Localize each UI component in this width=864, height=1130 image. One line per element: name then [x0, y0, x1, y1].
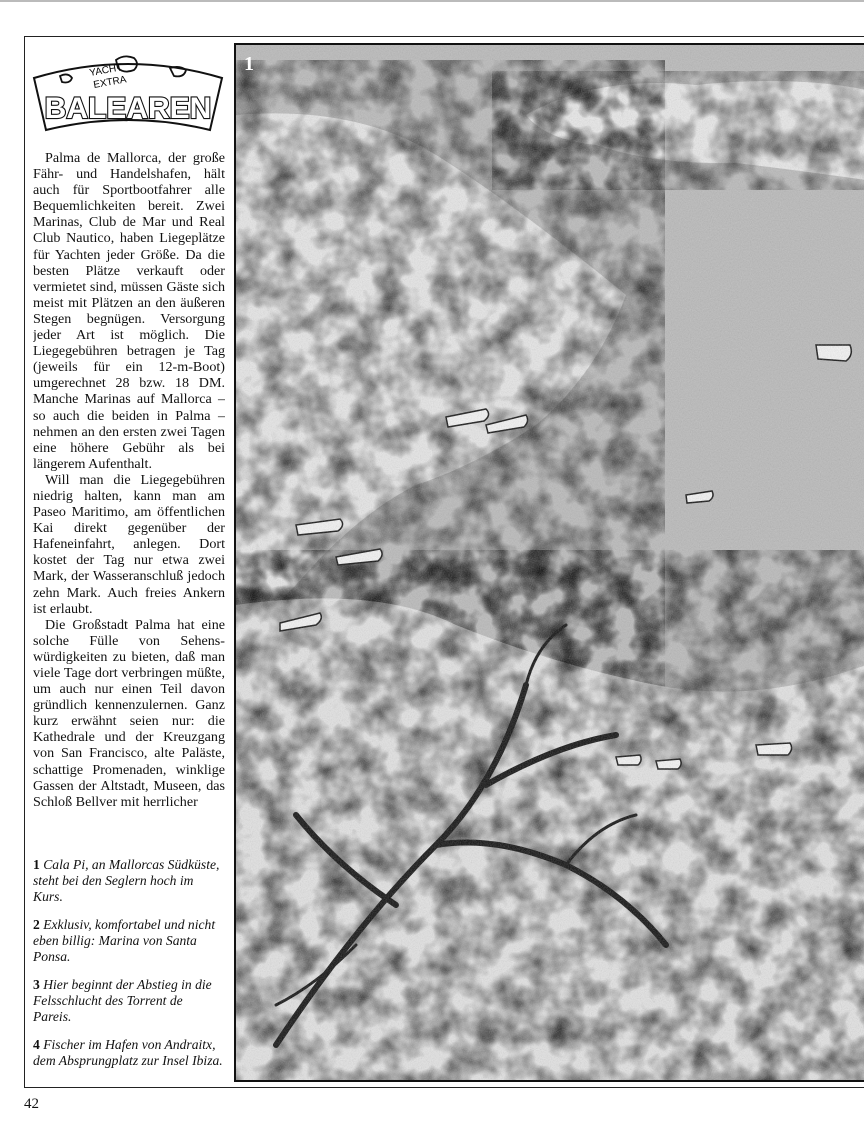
caption-3	[33, 977, 223, 1025]
caption-number: 4	[33, 1037, 40, 1052]
top-rule	[0, 0, 864, 2]
article-paragraph-2: Will man die Liegegebühren niedrig halten, kann man am Paseo Maritimo, am öffentlichen Kai direkt gegenüber der Hafeneinfahrt, anlegen. Dort kostet der Tag nur etwa zwei Mark, der Wasseranschluß jedoch zehn Mark. Auch freies Ankern ist erlaubt.	[33, 471, 225, 617]
caption-2	[33, 917, 223, 965]
caption-number: 1	[33, 857, 40, 872]
photo-illustration	[236, 45, 864, 1080]
page-number: 42	[24, 1096, 39, 1112]
photo-number: 1	[244, 53, 254, 75]
article-column	[33, 150, 225, 830]
caption-text: Fischer im Hafen von Andraitx, dem Absprungplatz zur Insel Ibiza.	[33, 1037, 223, 1068]
article-paragraph-1: Palma de Mallorca, der große Fähr- und Handelshafen, hält auch für Sportbootfahrer alle Bequemlichkeiten bereit. Zwei Marinas, Club de Mar und Real Club Nautico, haben Liegeplätze für Yachten jeder Größe. Da die besten Plätze verkauft oder vermietet sind, müssen Gäste sich meist mit Plätzen an den äußeren Stegen begnügen. Versorgung jeder Art ist möglich. Die Liegegebühren betragen je Tag (jeweils für ein 12-m-Boot) umgerechnet 28 bzw. 18 DM. Manche Marinas auf Mallorca – so auch die beiden in Palma – nehmen an den ersten zwei Tagen eine höhere Gebühr als bei längerem Aufenthalt.	[33, 150, 225, 472]
caption-number: 3	[33, 977, 40, 992]
caption-4	[33, 1037, 223, 1069]
logo-line2: EXTRA	[92, 74, 128, 91]
caption-1	[33, 857, 223, 905]
caption-text: Hier beginnt der Abstieg in die Felsschlucht des Torrent de Pareis.	[33, 977, 212, 1024]
caption-text: Exklusiv, komfortabel und nicht eben billig: Marina von Santa Ponsa.	[33, 917, 216, 964]
caption-text: Cala Pi, an Mallorcas Südküste, steht bei den Seglern hoch im Kurs.	[33, 857, 220, 904]
yacht-extra-balearen-logo	[30, 48, 226, 136]
article-paragraph-3: Die Großstadt Palma hat eine solche Fülle von Sehenswürdigkeiten zu bieten, daß man viele Tage dort verbringen müßte, um auch nur einen Teil davon gründlich kennenzulernen. Ganz kurz erwähnt seien nur: die Kathedrale und der Kreuzgang von San Francisco, alte Paläste, schattige Promenaden, winklige Gassen der Altstadt, Museen, das Schloß Bellver mit herrlicher	[33, 616, 225, 810]
photo-captions	[33, 857, 223, 1081]
caption-number: 2	[33, 917, 40, 932]
logo-line1: YACHT	[88, 62, 124, 79]
logo-brand: BALEAREN	[44, 92, 212, 125]
cala-pi-photo	[234, 43, 864, 1082]
